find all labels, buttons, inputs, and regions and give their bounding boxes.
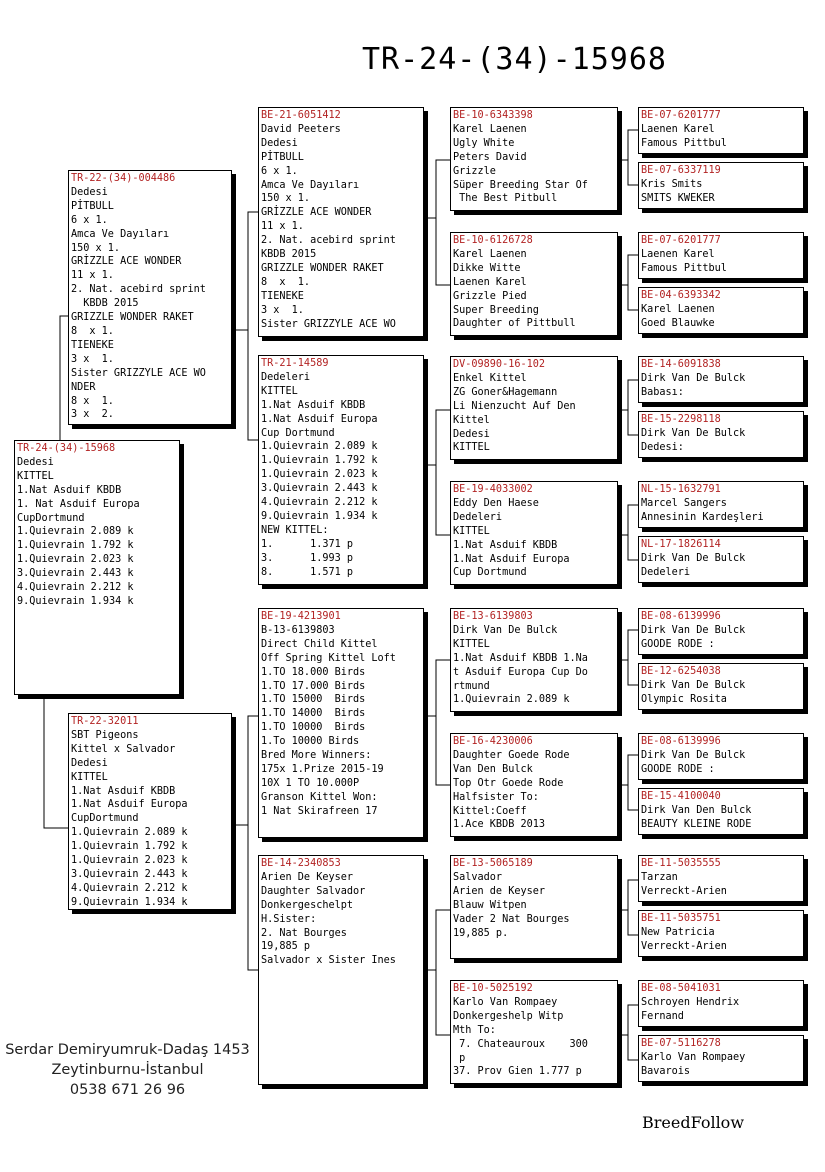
card-line: 8 x 1. (71, 325, 114, 337)
card-line: 1. 1.371 p (261, 538, 354, 550)
card-line: Super Breeding (453, 304, 539, 316)
card-line: Daughter Salvador (261, 885, 366, 897)
card-line: Babası: (641, 386, 684, 398)
ring-number: BE-11-5035555 (641, 858, 721, 869)
card-line: Vader 2 Nat Bourges (453, 913, 570, 925)
card-line: Ugly White (453, 137, 515, 149)
card-line: Halfsister To: (453, 791, 539, 803)
card-line: 2. Nat. acebird sprint (261, 235, 396, 247)
card-line: Dedeleri (261, 371, 311, 383)
card-line: Verreckt-Arien (641, 940, 727, 952)
card-line: Famous Pittbul (641, 262, 727, 274)
card-line: Schroyen Hendrix (641, 996, 740, 1008)
dam-card (68, 713, 232, 910)
card-line: 3. 1.993 p (261, 552, 354, 564)
card-line: 175x 1.Prize 2015-19 (261, 763, 384, 775)
card-line: 150 x 1. (71, 242, 121, 254)
gen5-card-2 (638, 162, 804, 209)
ring-number: TR-21-14589 (261, 358, 329, 369)
card-line: 1 Nat Skirafreen 17 (261, 805, 378, 817)
sire-sire-card (258, 107, 424, 337)
card-line: Dirk Van De Bulck (641, 372, 746, 384)
card-line: Sister GRIZZYLE ACE WO (261, 318, 396, 330)
gen5-card-11 (638, 733, 804, 780)
card-line: 1.Nat Asduif KBDB (453, 539, 558, 551)
card-line: Bred More Winners: (261, 750, 372, 762)
card-line: KITTEL (453, 638, 490, 650)
card-line: 7. Chateauroux 300 (453, 1038, 588, 1050)
card-line: 1. Nat Asduif Europa (17, 498, 140, 510)
ring-number: DV-09890-16-102 (453, 359, 546, 370)
gen5-card-4 (638, 287, 804, 334)
card-line: 1.Quievrain 2.023 k (71, 855, 188, 867)
card-line: GRİZZLE ACE WONDER (71, 256, 182, 268)
card-line: Verreckt-Arien (641, 885, 727, 897)
card-line: 8. 1.571 p (261, 566, 354, 578)
card-line: 11 x 1. (261, 221, 304, 233)
card-line: 3.Quievrain 2.443 k (17, 568, 134, 580)
card-line: 1.Nat Asduif KBDB 1.Na (453, 652, 588, 664)
card-line: 150 x 1. (261, 193, 311, 205)
sss-card (450, 107, 618, 211)
card-line: 1.Nat Asduif KBDB (17, 484, 122, 496)
card-line: 4.Quievrain 2.212 k (71, 882, 188, 894)
ring-number: BE-10-6126728 (453, 235, 533, 246)
card-line: 1.Nat Asduif Europa (71, 799, 188, 811)
card-line: CupDortmund (71, 813, 139, 825)
card-line: Dedesi (71, 757, 108, 769)
card-line: KITTEL (17, 470, 54, 482)
card-line: 1.TO 14000 Birds (261, 708, 366, 720)
card-line: Dedesi (71, 186, 108, 198)
card-line: Dirk Van De Bulck (641, 624, 746, 636)
card-line: Olympic Rosita (641, 693, 727, 705)
card-line: Cup Dortmund (453, 567, 527, 579)
card-line: Direct Child Kittel (261, 638, 378, 650)
card-line: Laenen Karel (453, 276, 527, 288)
card-line: 9.Quievrain 1.934 k (261, 510, 378, 522)
card-line: 1.TO 18.000 Birds (261, 666, 366, 678)
gen5-card-7 (638, 481, 804, 528)
sire-card (68, 170, 232, 425)
card-line: SBT Pigeons (71, 729, 139, 741)
card-line: 1.Quievrain 1.792 k (71, 841, 188, 853)
card-line: Laenen Karel (641, 248, 715, 260)
card-line: Kittel x Salvador (71, 743, 176, 755)
card-line: Dirk Van De Bulck (641, 679, 746, 691)
card-line: 1.To 10000 Birds (261, 736, 360, 748)
card-line: Off Spring Kittel Loft (261, 652, 396, 664)
dam-dam-card (258, 855, 424, 1085)
card-line: NDER (71, 381, 96, 393)
card-line: Grizzle Pied (453, 290, 527, 302)
card-line: p (453, 1052, 466, 1064)
gen5-card-10 (638, 663, 804, 710)
card-line: 3.Quievrain 2.443 k (71, 868, 188, 880)
gen5-card-3 (638, 232, 804, 279)
ring-number: BE-21-6051412 (261, 110, 341, 121)
dam-sire-card (258, 608, 424, 838)
card-line: KBDB 2015 (261, 249, 317, 261)
card-line: Li Nienzucht Auf Den (453, 400, 576, 412)
ring-number: BE-10-6343398 (453, 110, 533, 121)
ring-number: BE-07-6201777 (641, 110, 721, 121)
card-line: t Asduif Europa Cup Do (453, 666, 588, 678)
ring-number: BE-16-4230006 (453, 736, 533, 747)
card-line: GRIZZLE WONDER RAKET (261, 262, 384, 274)
card-line: 1.Quievrain 2.023 k (261, 469, 378, 481)
ring-number: TR-24-(34)-15968 (17, 443, 116, 454)
card-line: Eddy Den Haese (453, 497, 539, 509)
card-line: David Peeters (261, 123, 341, 135)
card-line: Blauw Witpen (453, 899, 527, 911)
card-line: Laenen Karel (641, 123, 715, 135)
gen5-card-15 (638, 980, 804, 1027)
card-line: Annesinin Kardeşleri (641, 511, 764, 523)
card-line: Enkel Kittel (453, 372, 527, 384)
card-line: Karel Laenen (453, 248, 527, 260)
card-line: BEAUTY KLEINE RODE (641, 818, 752, 830)
card-line: 19,885 p (261, 941, 311, 953)
dss-card (450, 608, 618, 712)
card-line: Karel Laenen (453, 123, 527, 135)
card-line: 6 x 1. (261, 165, 298, 177)
card-line: 1.Quievrain 2.089 k (71, 827, 188, 839)
card-line: Dedesi: (641, 441, 684, 453)
card-line: CupDortmund (17, 512, 85, 524)
ring-number: BE-08-5041031 (641, 983, 721, 994)
card-line: KBDB 2015 (71, 298, 139, 310)
card-line: NEW KITTEL: (261, 524, 329, 536)
card-line: Donkergeshelp Witp (453, 1010, 564, 1022)
card-line: rtmund (453, 680, 490, 692)
card-line: Tarzan (641, 871, 678, 883)
card-line: New Patricia (641, 926, 715, 938)
card-line: Karlo Van Rompaey (453, 996, 558, 1008)
ring-number: BE-07-6201777 (641, 235, 721, 246)
card-line: Dirk Van De Bulck (641, 427, 746, 439)
card-line: 3 x 2. (71, 409, 114, 421)
gen5-card-6 (638, 411, 804, 458)
card-line: TIENEKE (71, 339, 114, 351)
card-line: 37. Prov Gien 1.777 p (453, 1066, 582, 1078)
card-line: Top Otr Goede Rode (453, 777, 564, 789)
ring-number: BE-08-6139996 (641, 736, 721, 747)
card-line: 1.Quievrain 2.089 k (17, 526, 134, 538)
ring-number: BE-15-4100040 (641, 791, 721, 802)
card-line: 1.TO 15000 Birds (261, 694, 366, 706)
card-line: Van Den Bulck (453, 763, 533, 775)
card-line: 6 x 1. (71, 214, 108, 226)
card-line: Süper Breeding Star Of (453, 179, 588, 191)
card-line: Granson Kittel Won: (261, 791, 378, 803)
card-line: Dirk Van De Bulck (641, 552, 746, 564)
ring-number: BE-14-6091838 (641, 359, 721, 370)
owner-contact (0, 1040, 255, 1100)
dsd-card (450, 733, 618, 837)
ring-number: BE-11-5035751 (641, 913, 721, 924)
card-line: Famous Pittbul (641, 137, 727, 149)
ssd-card (450, 232, 618, 336)
ring-number: BE-07-6337119 (641, 165, 721, 176)
card-line: 3.Quievrain 2.443 k (261, 483, 378, 495)
owner-name: Serdar Demiryumruk-Dadaş 1453 (5, 1042, 250, 1058)
ddd-card (450, 980, 618, 1084)
card-line: GRIZZLE WONDER RAKET (71, 312, 194, 324)
card-line: Kittel:Coeff (453, 805, 527, 817)
dds-card (450, 855, 618, 959)
card-line: Dedesi (261, 137, 298, 149)
card-line: The Best Pitbull (453, 193, 558, 205)
card-line: Dirk Van De Bulck (641, 749, 746, 761)
card-line: GOODE RODE : (641, 638, 715, 650)
card-line: KITTEL (453, 442, 490, 454)
card-line: 1.Quievrain 2.089 k (261, 441, 378, 453)
card-line: Goed Blauwke (641, 317, 715, 329)
card-line: 4.Quievrain 2.212 k (261, 497, 378, 509)
card-line: Salvador x Sister Ines (261, 955, 396, 967)
card-line: GRİZZLE ACE WONDER (261, 207, 372, 219)
card-line: Arien De Keyser (261, 871, 354, 883)
ring-number: NL-17-1826114 (641, 539, 721, 550)
card-line: Amca Ve Dayıları (261, 179, 360, 191)
card-line: Arien de Keyser (453, 885, 546, 897)
card-line: Cup Dortmund (261, 427, 335, 439)
ring-number: TR-22-(34)-004486 (71, 173, 176, 184)
card-line: 2. Nat Bourges (261, 927, 347, 939)
sdd-card (450, 481, 618, 585)
gen5-card-9 (638, 608, 804, 655)
card-line: Grizzle (453, 165, 496, 177)
ring-number: BE-15-2298118 (641, 414, 721, 425)
card-line: 8 x 1. (261, 276, 311, 288)
card-line: Dirk Van Den Bulck (641, 804, 752, 816)
card-line: PİTBULL (261, 151, 304, 163)
ring-number: BE-08-6139996 (641, 611, 721, 622)
sire-dam-card (258, 355, 424, 585)
gen5-card-8 (638, 536, 804, 583)
card-line: 1.Quievrain 1.792 k (261, 455, 378, 467)
gen5-card-1 (638, 107, 804, 154)
card-line: SMITS KWEKER (641, 192, 715, 204)
card-line: KITTEL (261, 385, 298, 397)
card-line: Dedesi (453, 428, 490, 440)
card-line: 19,885 p. (453, 927, 509, 939)
card-line: Dirk Van De Bulck (453, 624, 558, 636)
card-line: 11 x 1. (71, 270, 114, 282)
card-line: KITTEL (71, 771, 108, 783)
card-line: 4.Quievrain 2.212 k (17, 582, 134, 594)
card-line: 8 x 1. (71, 395, 114, 407)
card-line: Peters David (453, 151, 527, 163)
card-line: 1.TO 17.000 Birds (261, 680, 366, 692)
card-line: Dedeleri (641, 566, 691, 578)
card-line: Salvador (453, 871, 503, 883)
card-line: Bavarois (641, 1065, 691, 1077)
gen5-card-14 (638, 910, 804, 957)
card-line: 1.Nat Asduif KBDB (71, 785, 176, 797)
card-line: Sister GRIZZYLE ACE WO (71, 367, 206, 379)
owner-phone: 0538 671 26 96 (69, 1082, 186, 1098)
card-line: 2. Nat. acebird sprint (71, 284, 206, 296)
gen5-card-5 (638, 356, 804, 403)
ring-number: BE-13-6139803 (453, 611, 533, 622)
card-line: Donkergeschelpt (261, 899, 354, 911)
card-line: Daughter of Pittbull (453, 318, 576, 330)
ring-number: TR-22-32011 (71, 716, 139, 727)
card-line: 1.Nat Asduif Europa (261, 413, 378, 425)
card-line: 1.Nat Asduif Europa (453, 553, 570, 565)
ring-number: BE-14-2340853 (261, 858, 341, 869)
card-line: Fernand (641, 1010, 684, 1022)
brand-logo-text: BreedFollow (642, 1113, 745, 1132)
ring-number: BE-19-4033002 (453, 484, 533, 495)
card-line: Dedeleri (453, 511, 503, 523)
card-line: Karel Laenen (641, 303, 715, 315)
card-line: Mth To: (453, 1024, 496, 1036)
card-line: 1.Quievrain 1.792 k (17, 540, 134, 552)
card-line: 9.Quievrain 1.934 k (17, 595, 134, 607)
card-line: Dedesi (17, 456, 54, 468)
card-line: Kris Smits (641, 178, 703, 190)
card-line: 1.Nat Asduif KBDB (261, 399, 366, 411)
card-line: 3 x 1. (261, 304, 304, 316)
card-line: 1.Quievrain 2.023 k (17, 554, 134, 566)
ring-number: NL-15-1632791 (641, 484, 721, 495)
ring-number: BE-19-4213901 (261, 611, 341, 622)
card-line: GOODE RODE : (641, 763, 715, 775)
card-line: 1.TO 10000 Birds (261, 722, 366, 734)
gen5-card-12 (638, 788, 804, 835)
ring-number: BE-04-6393342 (641, 290, 721, 301)
card-line: Karlo Van Rompaey (641, 1051, 746, 1063)
ring-number: BE-12-6254038 (641, 666, 721, 677)
gen5-card-13 (638, 855, 804, 902)
gen5-card-16 (638, 1035, 804, 1082)
ring-number: BE-07-5116278 (641, 1038, 721, 1049)
card-line: PİTBULL (71, 200, 114, 212)
card-line: 1.Ace KBDB 2013 (453, 819, 546, 831)
card-line: TIENEKE (261, 290, 304, 302)
card-line: Marcel Sangers (641, 497, 727, 509)
card-line: 10X 1 TO 10.000P (261, 777, 360, 789)
card-line: ZG Goner&Hagemann (453, 386, 558, 398)
ring-number: BE-13-5065189 (453, 858, 533, 869)
card-line: Amca Ve Dayıları (71, 228, 170, 240)
card-line: 3 x 1. (71, 353, 114, 365)
owner-location: Zeytinburnu-İstanbul (51, 1062, 204, 1078)
card-line: KITTEL (453, 525, 490, 537)
card-line: Kittel (453, 414, 490, 426)
ring-number: BE-10-5025192 (453, 983, 533, 994)
card-line: Daughter Goede Rode (453, 749, 570, 761)
subject-bird-card (14, 440, 180, 695)
sds-card (450, 356, 618, 460)
card-line: 9.Quievrain 1.934 k (71, 896, 188, 908)
card-line: 1.Quievrain 2.089 k (453, 694, 570, 706)
pedigree-title: TR-24-(34)-15968 (362, 42, 667, 77)
card-line: H.Sister: (261, 913, 317, 925)
card-line: B-13-6139803 (261, 624, 335, 636)
card-line: Dikke Witte (453, 262, 521, 274)
